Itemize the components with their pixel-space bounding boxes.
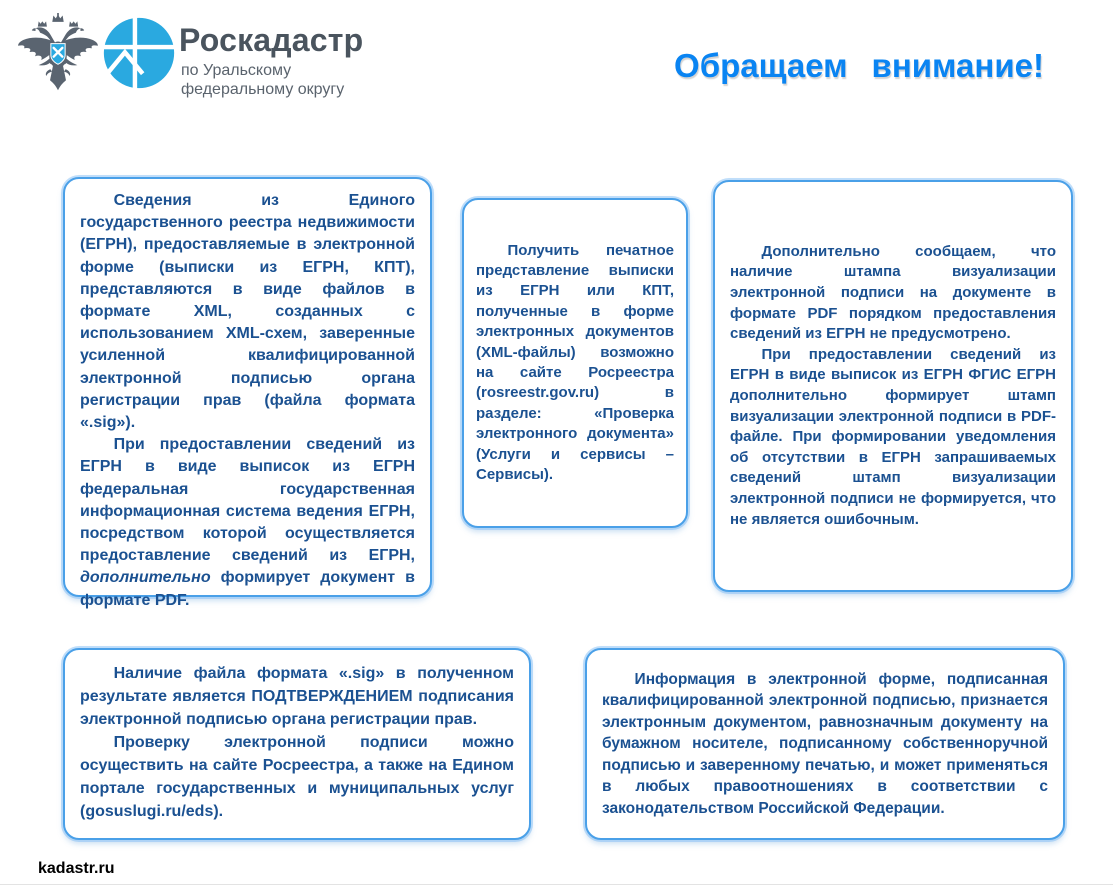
brand-subtitle-line2: федеральному округу bbox=[181, 81, 345, 98]
bottom-divider bbox=[0, 884, 1113, 885]
page-title: Обращаем внимание! bbox=[674, 47, 1044, 84]
info-box-print-view bbox=[462, 198, 688, 528]
paragraph: Получить печатное представление выписки из ЕГРН или КПТ, полученные в форме электронных документов (XML-файлы) возможно на сайте Росреестра (rosreestr.gov.ru) в разделе: «Проверка электронного документа» (Услуги и сервисы – Сервисы). bbox=[476, 241, 674, 484]
roskadastr-logo-icon bbox=[102, 16, 176, 90]
info-box-legal-equivalence bbox=[585, 648, 1065, 840]
paragraph: При предоставлении сведений из ЕГРН в виде выписок из ЕГРН ФГИС ЕГРН дополнительно формирует штамп визуализации электронной подписи в PDF-файле. При формировании уведомления об отсутствии в ЕГРН запрашиваемых сведений штамп визуализации электронной подписи не формируется, что не является ошибочным. bbox=[730, 345, 1056, 528]
info-box-egrn-xml bbox=[63, 177, 432, 609]
brand-subtitle-line1: по Уральскому bbox=[181, 62, 292, 79]
paragraph: Сведения из Единого государственного реестра недвижимости (ЕГРН), предоставляемые в электронной форме (выписки из ЕГРН, КПТ), представляются в виде файлов в формате XML, созданных с использованием XML-схем, заверенные усиленной квалифицированной электронной подписью органа регистрации прав (файла формата «.sig»). bbox=[80, 192, 415, 432]
paragraph: Информация в электронной форме, подписанная квалифицированной электронной подписью, признается электронным документом, равнозначным документу на бумажном носителе, подписанному собственноручной подписью и заверенному печатью, и может применяться в любых правоотношениях в соответствии с законодательством Российской Федерации. bbox=[602, 671, 1048, 817]
paragraph: Проверку электронной подписи можно осуществить на сайте Росреестра, а также на Едином портале государственных и муниципальных услуг (gosuslugi.ru/eds). bbox=[80, 734, 514, 820]
brand-subtitle bbox=[181, 61, 344, 99]
paragraph: Наличие файла формата «.sig» в полученном результате является ПОДТВЕРЖДЕНИЕМ подписания электронной подписью органа регистрации прав. bbox=[80, 665, 514, 728]
brand-name: Роскадастр bbox=[179, 22, 364, 58]
website-label: kadastr.ru bbox=[38, 860, 115, 877]
info-box-pdf-stamp bbox=[713, 180, 1073, 592]
paragraph: Дополнительно сообщаем, что наличие штампа визуализации электронной подписи на документе в формате PDF порядком предоставления сведений из ЕГРН не предусмотрено. bbox=[730, 242, 1056, 343]
double-headed-eagle-emblem-icon bbox=[16, 8, 100, 102]
info-box-sig-confirmation bbox=[63, 648, 531, 840]
paragraph: При предоставлении сведений из ЕГРН в виде выписок из ЕГРН федеральная государственная информационная система ведения ЕГРН, посредством которой осуществляется предоставление сведений из ЕГРН, дополнительно формирует документ в формате PDF. bbox=[80, 436, 415, 609]
